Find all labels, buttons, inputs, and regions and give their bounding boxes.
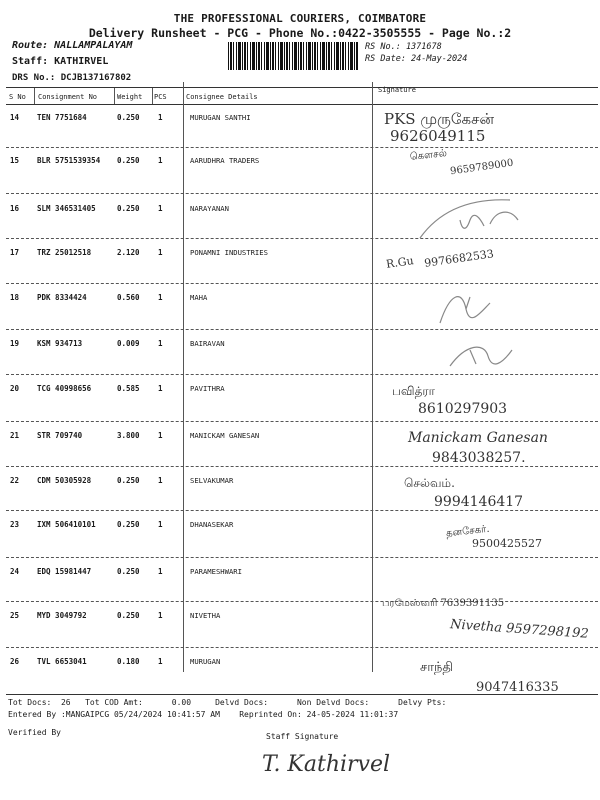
row-consignment: MYD 3049792 bbox=[37, 611, 87, 620]
row-signature: தனசேகர். bbox=[445, 523, 491, 540]
route-value: NALLAMPALAYAM bbox=[54, 40, 133, 51]
row-consignee: SELVAKUMAR bbox=[190, 476, 234, 485]
row-divider bbox=[6, 647, 598, 648]
row-sno: 14 bbox=[10, 113, 20, 122]
row-consignment: IXM 506410101 bbox=[37, 520, 96, 529]
footer-rule bbox=[6, 694, 598, 695]
col-header-signature: Signature bbox=[378, 86, 416, 94]
row-weight: 0.250 bbox=[117, 156, 140, 165]
row-pcs: 1 bbox=[158, 293, 163, 302]
row-signature: PKS முருகேசன் bbox=[384, 110, 494, 128]
col-divider bbox=[183, 82, 184, 672]
table-header-rule bbox=[6, 104, 598, 105]
row-consignment: EDQ 15981447 bbox=[37, 567, 92, 576]
row-sno: 22 bbox=[10, 476, 20, 485]
col-header-sno: S No bbox=[9, 93, 26, 101]
row-sno: 26 bbox=[10, 657, 20, 666]
row-pcs: 1 bbox=[158, 657, 163, 666]
row-consignee: MAHA bbox=[190, 293, 208, 302]
rs-date: RS Date: 24-May-2024 bbox=[365, 54, 468, 64]
rs-number: RS No.: 1371678 bbox=[365, 42, 442, 52]
row-pcs: 1 bbox=[158, 204, 163, 213]
company-title: THE PROFESSIONAL COURIERS, COIMBATORE bbox=[173, 12, 427, 25]
row-divider bbox=[6, 557, 598, 558]
row-consignment: TVL 6653041 bbox=[37, 657, 87, 666]
runsheet-subtitle: Delivery Runsheet - PCG - Phone No.:0422-3505555 - Page No.:2 bbox=[88, 26, 512, 40]
barcode bbox=[228, 42, 358, 70]
row-consignee: PARAMESHWARI bbox=[190, 567, 242, 576]
row-consignee: PAVITHRA bbox=[190, 384, 225, 393]
row-signature: கௌசல் bbox=[409, 148, 448, 163]
row-weight: 0.560 bbox=[117, 293, 140, 302]
col-header-pcs: PCS bbox=[154, 93, 167, 101]
row-sno: 18 bbox=[10, 293, 20, 302]
row-pcs: 1 bbox=[158, 384, 163, 393]
staff-signature: T. Kathirvel bbox=[262, 752, 391, 777]
drs-number: DRS No.: DCJB137167802 bbox=[12, 73, 132, 83]
row-consignee: BAIRAVAN bbox=[190, 339, 225, 348]
row-pcs: 1 bbox=[158, 611, 163, 620]
row-signature-phone: 9500425527 bbox=[472, 537, 542, 550]
row-pcs: 1 bbox=[158, 431, 163, 440]
row-weight: 0.250 bbox=[117, 204, 140, 213]
row-signature: சாந்தி bbox=[420, 660, 453, 675]
row-signature: R.Gu bbox=[385, 254, 415, 271]
row-signature-phone: 8610297903 bbox=[418, 401, 508, 417]
route-line bbox=[12, 40, 132, 51]
row-sno: 21 bbox=[10, 431, 20, 440]
row-weight: 0.250 bbox=[117, 476, 140, 485]
col-divider bbox=[372, 82, 373, 672]
row-signature: பவித்ரா bbox=[392, 384, 435, 398]
staff-signature-label: Staff Signature bbox=[266, 732, 339, 741]
row-pcs: 1 bbox=[158, 339, 163, 348]
row-weight: 0.585 bbox=[117, 384, 140, 393]
row-divider bbox=[6, 466, 598, 467]
row-pcs: 1 bbox=[158, 156, 163, 165]
verified-by: Verified By bbox=[8, 728, 61, 737]
row-consignment: CDM 50305928 bbox=[37, 476, 92, 485]
row-consignee: AARUDHRA TRADERS bbox=[190, 156, 260, 165]
row-consignee: NIVETHA bbox=[190, 611, 221, 620]
col-divider bbox=[114, 88, 115, 104]
row-sno: 16 bbox=[10, 204, 20, 213]
row-weight: 0.180 bbox=[117, 657, 140, 666]
col-header-details: Consignee Details bbox=[186, 93, 258, 101]
row-consignment: BLR 5751539354 bbox=[37, 156, 101, 165]
row-signature-phone: 9994146417 bbox=[434, 494, 524, 510]
row-consignee: NARAYANAN bbox=[190, 204, 229, 213]
row-pcs: 1 bbox=[158, 567, 163, 576]
row-weight: 0.250 bbox=[117, 567, 140, 576]
row-divider bbox=[6, 510, 598, 511]
staff-label: Staff: bbox=[12, 56, 49, 67]
row-divider bbox=[6, 421, 598, 422]
row-sno: 23 bbox=[10, 520, 20, 529]
row-pcs: 1 bbox=[158, 113, 163, 122]
row-divider bbox=[6, 601, 598, 602]
row-consignee: MURUGAN SANTHI bbox=[190, 113, 251, 122]
row-sno: 15 bbox=[10, 156, 20, 165]
footer-entered: Entered By :MANGAIPCG 05/24/2024 10:41:57 AM Reprinted On: 24-05-2024 11:01:37 bbox=[8, 710, 399, 719]
row-sno: 17 bbox=[10, 248, 20, 257]
row-consignment: TEN 7751684 bbox=[37, 113, 87, 122]
row-sno: 24 bbox=[10, 567, 20, 576]
route-label: Route: bbox=[12, 40, 49, 51]
row-consignee: MANICKAM GANESAN bbox=[190, 431, 260, 440]
row-weight: 2.120 bbox=[117, 248, 140, 257]
col-header-weight: Weight bbox=[117, 93, 143, 101]
row-signature: Manickam Ganesan bbox=[408, 430, 548, 446]
row-consignment: SLM 346531405 bbox=[37, 204, 96, 213]
row-consignment: TCG 40998656 bbox=[37, 384, 92, 393]
col-divider bbox=[152, 88, 153, 104]
signature-scribble bbox=[400, 190, 550, 246]
row-signature: பரமேஸ்வரி 7639391135 bbox=[382, 598, 505, 609]
row-sno: 25 bbox=[10, 611, 20, 620]
row-pcs: 1 bbox=[158, 248, 163, 257]
row-weight: 0.250 bbox=[117, 520, 140, 529]
row-weight: 0.250 bbox=[117, 611, 140, 620]
row-weight: 3.800 bbox=[117, 431, 140, 440]
row-consignment: STR 709740 bbox=[37, 431, 83, 440]
row-signature-phone: 9843038257. bbox=[432, 450, 526, 466]
row-divider bbox=[6, 147, 598, 148]
row-signature-phone: Nivetha 9597298192 bbox=[449, 617, 590, 642]
row-pcs: 1 bbox=[158, 476, 163, 485]
signature-scribble bbox=[410, 283, 540, 333]
row-weight: 0.009 bbox=[117, 339, 140, 348]
row-sno: 20 bbox=[10, 384, 20, 393]
col-divider bbox=[34, 88, 35, 104]
row-consignment: PDK 8334424 bbox=[37, 293, 87, 302]
footer-totals: Tot Docs: 26 Tot COD Amt: 0.00 Delvd Docs: Non Delvd Docs: Delvy Pts: bbox=[8, 698, 447, 707]
row-signature: செல்வம். bbox=[404, 476, 455, 490]
row-consignment: KSM 934713 bbox=[37, 339, 83, 348]
row-sno: 19 bbox=[10, 339, 20, 348]
signature-scribble bbox=[430, 330, 560, 378]
table-top-rule bbox=[6, 87, 598, 88]
row-consignment: TRZ 25012518 bbox=[37, 248, 92, 257]
row-signature-phone: 9659789000 bbox=[449, 157, 515, 178]
staff-line bbox=[12, 56, 108, 67]
col-header-consignment: Consignment No bbox=[38, 93, 98, 101]
staff-value: KATHIRVEL bbox=[54, 56, 109, 67]
row-consignee: MURUGAN bbox=[190, 657, 221, 666]
row-signature-phone: 9976682533 bbox=[423, 247, 495, 270]
row-signature-phone: 9626049115 bbox=[390, 127, 486, 145]
row-pcs: 1 bbox=[158, 520, 163, 529]
row-consignee: PONAMNI INDUSTRIES bbox=[190, 248, 268, 257]
row-weight: 0.250 bbox=[117, 113, 140, 122]
row-signature-phone: 9047416335 bbox=[476, 680, 559, 695]
row-consignee: DHANASEKAR bbox=[190, 520, 234, 529]
